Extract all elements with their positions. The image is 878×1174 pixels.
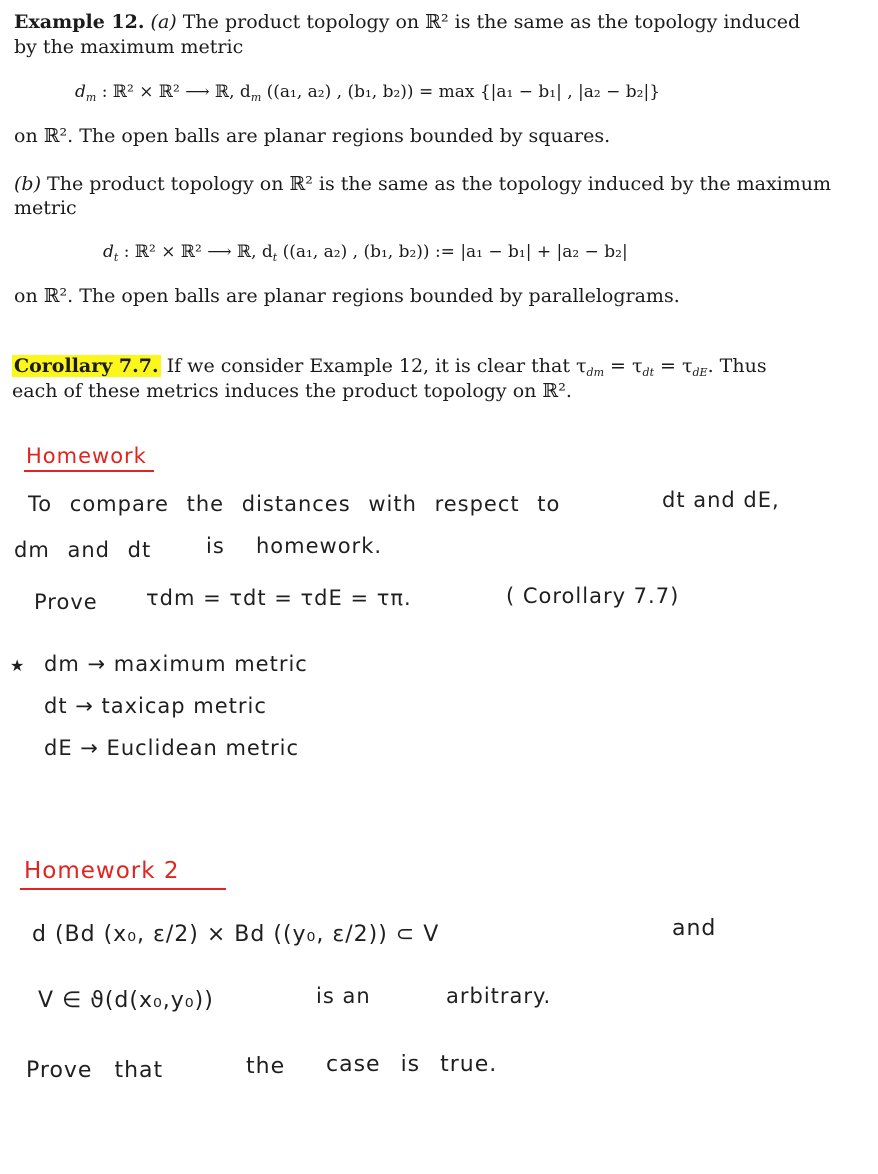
definition-de: dE → Euclidean metric xyxy=(44,736,300,760)
part-a-conclusion: on ℝ². The open balls are planar regions bounded by squares. xyxy=(14,125,611,147)
part-b-text: The product topology on ℝ² is the same as the topology induced by the maximum xyxy=(47,173,832,195)
part-a-text: The product topology on ℝ² is the same as the topology induced xyxy=(182,11,801,33)
prove-label: Prove xyxy=(34,590,98,614)
homework-title-underline xyxy=(24,470,154,472)
corollary-line1: Corollary 7.7. If we consider Example 12, it is clear that $\tau_{dm} = \tau_{dt} = \tau_{dE}$. Thus xyxy=(14,355,767,379)
homework-line2-c: homework. xyxy=(256,534,383,558)
homework-line1: To compare the distances with respect to xyxy=(28,492,561,516)
equation-max-metric: $d_m$ : ℝ² × ℝ² ⟶ ℝ, $d_m$ ((a₁, a₂) , (b₁, b₂)) = max {|a₁ − b₁| , |a₂ − b₂|} xyxy=(75,82,661,104)
part-a-label: (a) xyxy=(150,11,177,33)
part-b-text-line2: metric xyxy=(14,197,77,219)
part-b-conclusion: on ℝ². The open balls are planar regions bounded by parallelograms. xyxy=(14,285,680,307)
prove-reference: ( Corollary 7.7) xyxy=(506,584,680,608)
homework-line2-b: is xyxy=(206,534,225,558)
definition-dt: dt → taxicap metric xyxy=(44,694,267,718)
part-a-text-line2: by the maximum metric xyxy=(14,36,244,58)
example-heading: Example 12. xyxy=(14,11,145,33)
homework2-line3-b: the xyxy=(246,1054,286,1079)
homework2-line3-a: Prove that xyxy=(26,1058,164,1083)
homework2-line1: d (Bd (x₀, ε/2) × Bd ((y₀, ε/2)) ⊂ V xyxy=(32,922,440,947)
star-icon: ★ xyxy=(10,656,26,675)
equation-taxicab-metric: $d_t$ : ℝ² × ℝ² ⟶ ℝ, $d_t$ ((a₁, a₂) , (b₁, b₂)) := |a₁ − b₁| + |a₂ − b₂| xyxy=(103,242,628,264)
prove-equation: τdm = τdt = τdE = τπ. xyxy=(146,586,412,610)
homework2-title: Homework 2 xyxy=(24,858,180,884)
homework2-title-underline xyxy=(20,888,226,890)
homework2-line3-c: case is true. xyxy=(326,1052,498,1077)
corollary-line2: each of these metrics induces the product topology on ℝ². xyxy=(12,380,572,402)
example-b-line1 xyxy=(14,172,831,196)
definition-dm: dm → maximum metric xyxy=(44,652,308,676)
homework2-line2-b: is an xyxy=(316,984,371,1008)
homework-title: Homework xyxy=(26,444,147,468)
homework-line1-end: dt and dE, xyxy=(662,488,780,512)
example-a-line1 xyxy=(14,10,800,34)
homework2-line1-and: and xyxy=(672,916,717,941)
corollary-label: Corollary 7.7. xyxy=(14,355,159,377)
homework-line2-a: dm and dt xyxy=(14,538,152,562)
homework2-line2-a: V ∈ ϑ(d(x₀,y₀)) xyxy=(38,988,214,1013)
part-b-label: (b) xyxy=(14,173,41,195)
homework2-line2-c: arbitrary. xyxy=(446,984,552,1008)
